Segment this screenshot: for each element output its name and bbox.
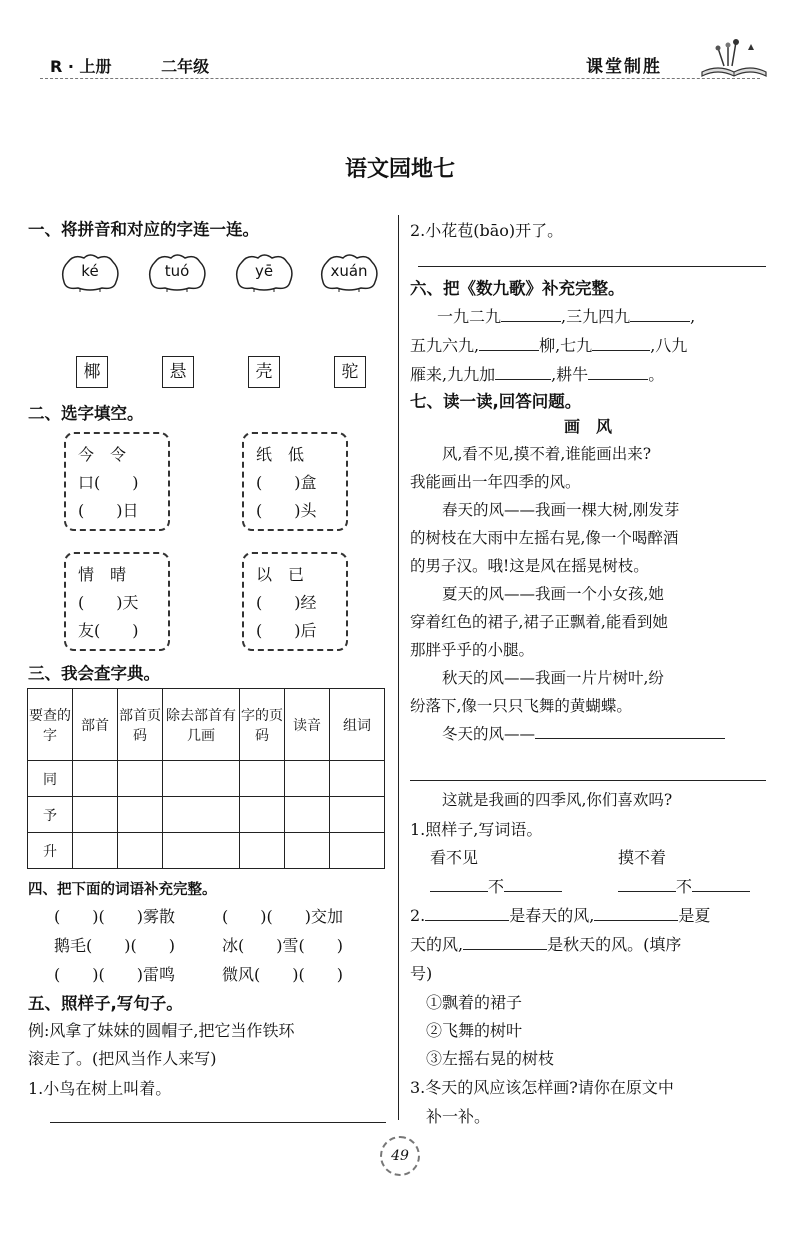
option-1: ①飘着的裙子 <box>426 993 523 1012</box>
example-line: 滚走了。(把风当作人来写) <box>28 1049 217 1068</box>
rq3-line-2: 补一补。 <box>426 1107 491 1126</box>
section7-heading: 七、读一读,回答问题。 <box>410 392 582 411</box>
choice-blank: ( )日 <box>78 501 139 520</box>
pinyin-shell <box>58 252 122 294</box>
pinyin-ke: ké <box>81 262 99 280</box>
lookup-char: 予 <box>28 797 73 833</box>
column-divider <box>398 215 399 1120</box>
header-rule <box>40 78 760 79</box>
rq3-line-1: 3.冬天的风应该怎样画?请你在原文中 <box>410 1078 674 1097</box>
book-logo-icon <box>698 36 770 80</box>
song-line-3: 雁来,九九加 ,耕牛 。 <box>410 365 665 384</box>
char-box: 壳 <box>248 356 280 388</box>
rq1-example-2: 摸不着 <box>618 848 667 867</box>
idiom-blank: 冰( )雪( ) <box>222 936 343 955</box>
char-box: 椰 <box>76 356 108 388</box>
choice-options: 纸 低 <box>256 445 305 464</box>
answer-line <box>418 266 766 267</box>
col-header: 部首页码 <box>118 689 163 761</box>
choice-blank: ( )经 <box>256 593 317 612</box>
col-header: 读音 <box>285 689 330 761</box>
choice-box <box>242 552 348 651</box>
col-header: 字的页码 <box>240 689 285 761</box>
page-title: 语文园地七 <box>344 157 455 182</box>
col-header: 要查的字 <box>28 689 73 761</box>
idiom-blank: ( )( )雾散 <box>54 907 175 926</box>
col-header: 除去部首有几画 <box>163 689 240 761</box>
section1-heading: 一、将拼音和对应的字连一连。 <box>28 220 259 239</box>
reading-passage: 风,看不见,摸不着,谁能画出来? 我能画出一年四季的风。 春天的风——我画一棵大树,刚发芽 的树枝在大雨中左摇右晃,像一个喝醉酒 的男子汉。哦!这是风在摇晃树枝。 夏天的风——我画一个小女孩,她 穿着红色的裙子,裙子正飘着,能看到她 那胖乎乎的小腿。 秋天的风——我画一片片树叶,纷 纷落下,像一只只飞舞的黄蝴蝶。 冬天的风—— <box>410 440 770 748</box>
lookup-char: 升 <box>28 833 73 869</box>
dictionary-table <box>27 688 385 869</box>
pinyin-shell <box>145 252 209 294</box>
col-header: 部首 <box>73 689 118 761</box>
choice-options: 今 令 <box>78 445 127 464</box>
rq1: 1.照样子,写词语。 <box>410 820 543 839</box>
col-header: 组词 <box>330 689 385 761</box>
section3-heading: 三、我会查字典。 <box>28 664 160 683</box>
answer-line <box>410 780 766 781</box>
table-header-row <box>28 689 385 761</box>
rq2-line-1: 2. 是春天的风, 是夏 <box>410 906 711 925</box>
header-left <box>50 54 253 77</box>
table-row <box>28 833 385 869</box>
answer-line <box>50 1122 386 1123</box>
question-1: 1.小鸟在树上叫着。 <box>28 1079 172 1098</box>
passage-closing: 这就是我画的四季风,你们喜欢吗? <box>442 791 673 809</box>
choice-box <box>64 432 170 531</box>
rq1-blank-2: 不 <box>618 874 750 897</box>
choice-options: 情 晴 <box>78 565 127 584</box>
question-2: 2.小花苞(bāo)开了。 <box>410 221 564 240</box>
pinyin-shell <box>232 252 296 294</box>
lookup-char: 同 <box>28 761 73 797</box>
series-label: 课堂制胜 <box>586 57 662 77</box>
song-line-2: 五九六九, 柳,七九 ,八九 <box>410 336 688 355</box>
table-row <box>28 797 385 833</box>
section5-heading: 五、照样子,写句子。 <box>28 994 183 1013</box>
pinyin-xuan: xuán <box>330 262 368 280</box>
char-box: 驼 <box>334 356 366 388</box>
idiom-blank: 微风( )( ) <box>222 965 343 984</box>
choice-box <box>64 552 170 651</box>
pinyin-ye: yē <box>254 262 274 280</box>
example-line: 例:风拿了妹妹的圆帽子,把它当作铁环 <box>28 1021 295 1040</box>
choice-box <box>242 432 348 531</box>
table-row <box>28 761 385 797</box>
choice-blank: ( )后 <box>256 621 317 640</box>
option-2: ②飞舞的树叶 <box>426 1021 523 1040</box>
section2-heading: 二、选字填空。 <box>28 404 144 423</box>
option-3: ③左摇右晃的树枝 <box>426 1049 555 1068</box>
page-number: 49 <box>380 1136 420 1176</box>
edition-label: R · 上册 <box>50 57 112 76</box>
section6-heading: 六、把《数九歌》补充完整。 <box>410 279 625 298</box>
rq1-blank-1: 不 <box>430 874 562 897</box>
choice-blank: 口( ) <box>78 473 139 492</box>
choice-blank: ( )头 <box>256 501 317 520</box>
rq2-line-3: 号) <box>410 964 433 983</box>
idiom-blank: ( )( )交加 <box>222 907 343 926</box>
rq1-example-1: 看不见 <box>430 848 479 867</box>
choice-blank: 友( ) <box>78 621 139 640</box>
pinyin-shell <box>317 252 381 294</box>
choice-blank: ( )盒 <box>256 473 317 492</box>
idiom-blank: 鹅毛( )( ) <box>54 936 175 955</box>
section4-heading: 四、把下面的词语补充完整。 <box>28 882 217 898</box>
poem-title: 画 风 <box>563 417 612 436</box>
grade-label: 二年级 <box>161 57 210 76</box>
pinyin-tuo: tuó <box>164 262 190 280</box>
char-box: 悬 <box>162 356 194 388</box>
choice-options: 以 已 <box>256 565 305 584</box>
choice-blank: ( )天 <box>78 593 139 612</box>
song-line-1: 一九二九 ,三九四九 , <box>437 307 696 326</box>
rq2-line-2: 天的风, 是秋天的风。(填序 <box>410 935 682 954</box>
idiom-blank: ( )( )雷鸣 <box>54 965 175 984</box>
